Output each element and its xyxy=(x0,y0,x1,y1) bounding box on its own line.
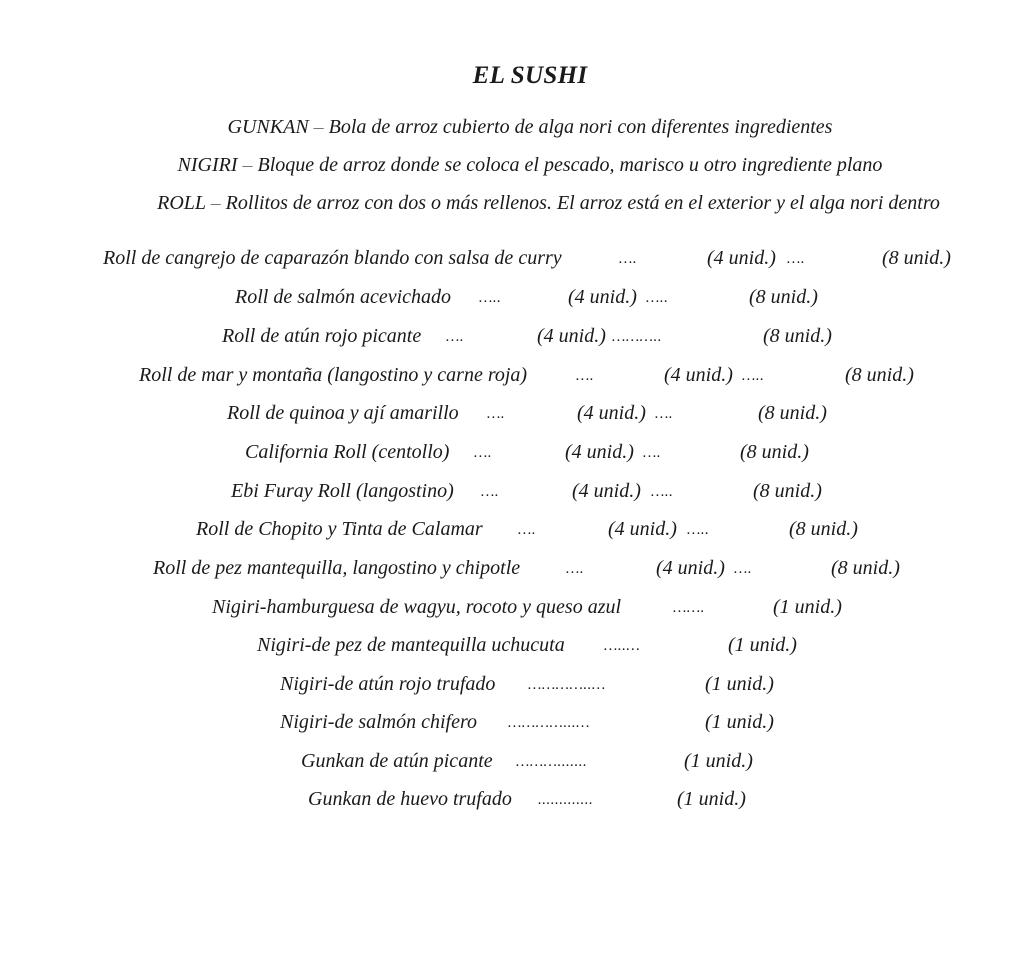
item-dots: …. xyxy=(655,406,674,422)
item-name: Roll de salmón acevichado xyxy=(235,286,452,308)
item-qty-8: (8 unid.) xyxy=(753,480,822,502)
definition-term: NIGIRI xyxy=(177,154,238,176)
item-name: Roll de atún rojo picante xyxy=(222,325,422,347)
item-qty-8: (8 unid.) xyxy=(882,247,951,269)
item-qty-8: (8 unid.) xyxy=(845,364,914,386)
definition-text: Bola de arroz cubierto de alga nori con diferentes ingredientes xyxy=(328,116,833,138)
item-qty-1: (1 unid.) xyxy=(684,750,753,772)
definition-dash: – xyxy=(242,154,253,176)
item-name: Roll de mar y montaña (langostino y carne roja) xyxy=(139,364,528,386)
item-dots: …. xyxy=(576,368,595,384)
item-dots: ……….. xyxy=(612,329,663,345)
item-dots: ….. xyxy=(742,368,765,384)
item-dots: …. xyxy=(487,406,506,422)
item-qty-1: (1 unid.) xyxy=(728,634,797,656)
item-qty-4: (4 unid.) xyxy=(577,402,646,424)
item-qty-8: (8 unid.) xyxy=(831,557,900,579)
item-qty-1: (1 unid.) xyxy=(773,596,842,618)
item-qty-4: (4 unid.) xyxy=(656,557,725,579)
definition-gunkan xyxy=(0,116,1024,139)
item-qty-1: (1 unid.) xyxy=(677,788,746,810)
item-dots: …. xyxy=(481,484,500,500)
menu-item xyxy=(0,788,1024,814)
item-dots: ............. xyxy=(538,792,594,808)
item-dots: …. xyxy=(474,445,493,461)
item-name: Nigiri-de pez de mantequilla uchucuta xyxy=(257,634,565,656)
definition-term: GUNKAN xyxy=(227,116,309,138)
item-qty-4: (4 unid.) xyxy=(608,518,677,540)
page-title: EL SUSHI xyxy=(472,62,588,89)
item-qty-4: (4 unid.) xyxy=(707,247,776,269)
item-name: Nigiri-de salmón chifero xyxy=(280,711,478,733)
menu-item xyxy=(0,518,1024,544)
item-dots: ………....... xyxy=(516,754,588,770)
item-name: Roll de pez mantequilla, langostino y chipotle xyxy=(153,557,521,579)
menu-item xyxy=(0,364,1024,390)
item-name: Roll de Chopito y Tinta de Calamar xyxy=(196,518,483,540)
item-qty-8: (8 unid.) xyxy=(749,286,818,308)
item-dots: …. xyxy=(446,329,465,345)
item-dots: …..… xyxy=(604,638,641,654)
item-name: Nigiri-de atún rojo trufado xyxy=(280,673,496,695)
item-name: Gunkan de huevo trufado xyxy=(308,788,512,810)
menu-item xyxy=(0,557,1024,583)
item-dots: ….. xyxy=(687,522,710,538)
item-dots: …. xyxy=(619,251,638,267)
item-name: Nigiri-hamburguesa de wagyu, rocoto y queso azul xyxy=(212,596,622,618)
menu-item xyxy=(0,480,1024,506)
menu-item xyxy=(0,441,1024,467)
menu-item xyxy=(0,673,1024,699)
item-dots: ….. xyxy=(646,290,669,306)
menu-item xyxy=(0,634,1024,660)
definition-text: Bloque de arroz donde se coloca el pescado, marisco u otro ingrediente plano xyxy=(257,154,883,176)
menu-item xyxy=(0,750,1024,776)
item-dots: …. xyxy=(566,561,585,577)
item-qty-8: (8 unid.) xyxy=(740,441,809,463)
item-dots: …. xyxy=(787,251,806,267)
item-qty-4: (4 unid.) xyxy=(565,441,634,463)
item-qty-4: (4 unid.) xyxy=(537,325,606,347)
item-dots: ……. xyxy=(673,600,705,616)
definition-dash: – xyxy=(313,116,324,138)
menu-item xyxy=(0,286,1024,312)
item-dots: …. xyxy=(734,561,753,577)
item-qty-8: (8 unid.) xyxy=(763,325,832,347)
definition-dash: – xyxy=(210,192,221,214)
definition-nigiri xyxy=(0,154,1024,177)
item-name: Gunkan de atún picante xyxy=(301,750,493,772)
item-qty-4: (4 unid.) xyxy=(572,480,641,502)
menu-item xyxy=(0,402,1024,428)
definition-roll xyxy=(0,192,1024,215)
item-qty-4: (4 unid.) xyxy=(568,286,637,308)
item-name: Ebi Furay Roll (langostino) xyxy=(231,480,454,502)
item-name: California Roll (centollo) xyxy=(245,441,450,463)
menu-item xyxy=(0,247,1024,273)
item-dots: …………..… xyxy=(528,677,606,693)
item-dots: …. xyxy=(518,522,537,538)
definition-term: ROLL xyxy=(157,192,206,214)
item-dots: ….. xyxy=(479,290,502,306)
item-name: Roll de quinoa y ají amarillo xyxy=(227,402,459,424)
menu-item xyxy=(0,596,1024,622)
item-qty-1: (1 unid.) xyxy=(705,711,774,733)
menu-item xyxy=(0,711,1024,737)
item-dots: …………...… xyxy=(508,715,590,731)
item-dots: ….. xyxy=(651,484,674,500)
item-dots: …. xyxy=(643,445,662,461)
item-qty-4: (4 unid.) xyxy=(664,364,733,386)
menu-item xyxy=(0,325,1024,351)
item-qty-8: (8 unid.) xyxy=(758,402,827,424)
item-name: Roll de cangrejo de caparazón blando con salsa de curry xyxy=(103,247,562,269)
item-qty-1: (1 unid.) xyxy=(705,673,774,695)
definition-text: Rollitos de arroz con dos o más rellenos. El arroz está en el exterior y el alga nori dentro xyxy=(225,192,940,214)
item-qty-8: (8 unid.) xyxy=(789,518,858,540)
